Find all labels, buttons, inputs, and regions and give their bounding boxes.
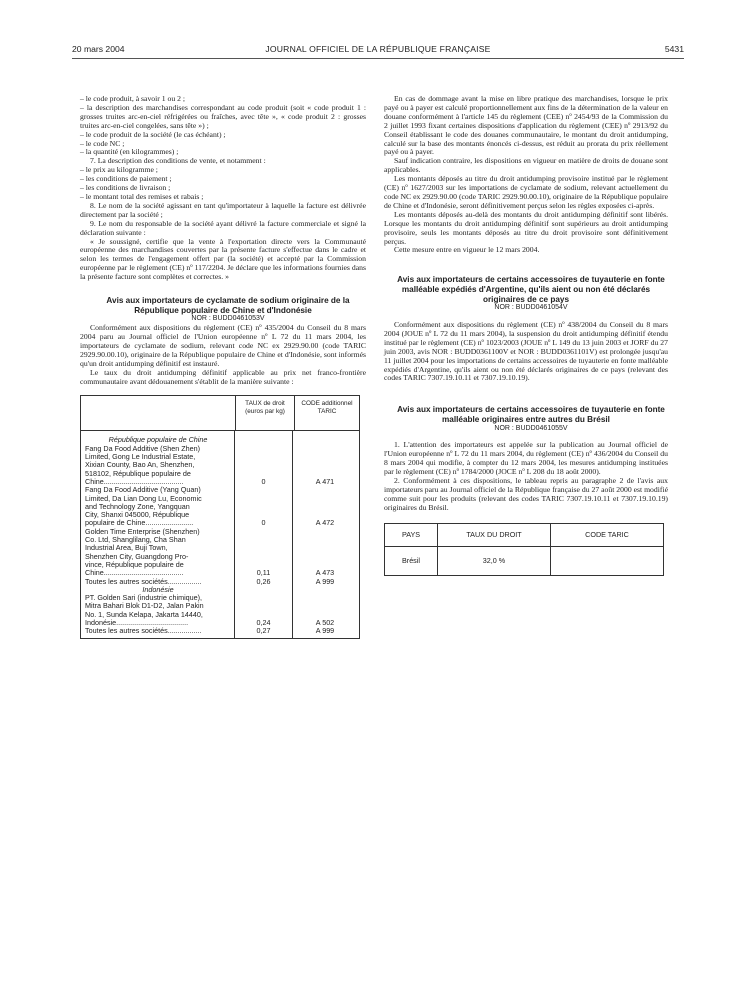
journal-title: JOURNAL OFFICIEL DE LA RÉPUBLIQUE FRANÇAISE [265,44,491,54]
cell-code [551,547,663,575]
spacer [235,553,292,561]
spacer [293,486,357,494]
company-line: Xixian County, Bao An, Shenzhen, [85,460,195,470]
header-date: 20 mars 2004 [72,44,125,54]
cell-taux: 0 [261,518,266,528]
company-line: Toutes les autres sociétés................. [85,576,202,586]
avis2-nor: NOR : BUDD0461054V [494,304,568,312]
avis3-paragraph: 1. L'attention des importateurs est appelée sur la publication au Journal officiel de l'Union européenne nº L 72 du 11 mars 2004, du règlement (CE) nº 436/2004 du Conseil du 8 mars 2004 qui modifie, à compter du 12 mars 2004, les mesures antidumping instituées par le règlement (CE) nº 1784/2000 (JOCE nº L 208 du 18 août 2000). [384,440,668,477]
avis2-title: Avis aux importateurs de certains accessoires de tuyauterie en fonte malléable expédiés d'Argentine, qu'ils aient ou non été déclarés originaires de ce pays [397,275,665,304]
company-line: Industrial Area, Buji Town, [85,543,168,553]
bresil-table [384,523,664,576]
group-label: Indonésie [142,584,174,594]
list-item: 9. Le nom du responsable de la société ayant délivré la facture commerciale et signé la déclaration suivante : [80,218,366,237]
col-code-header: CODE TARIC [585,529,629,539]
list-item: – le code NC ; [80,138,125,148]
duty-table [80,395,360,638]
col-taux-header: TAUX DU DROIT [438,524,551,546]
company-line: and Technology Zone, Yangquan [85,501,190,511]
left-column [80,95,366,639]
spacer [293,461,357,469]
spacer [235,586,292,594]
avis1-paragraph: Le taux du droit antidumping définitif applicable au prix net franco-frontière communautaire avant dédouanement s'établit de la manière suivante : [80,367,366,386]
list-item: – la quantité (en kilogrammes) ; [80,147,179,157]
cell-code: A 471 [315,476,335,486]
page-number: 5431 [664,44,684,54]
spacer [293,544,357,552]
table-header [385,524,663,547]
avis2-paragraph: Conformément aux dispositions du règlement (CE) nº 438/2004 du Conseil du 8 mars 2004 (JOUE nº L 72 du 11 mars 2004), la suspension du droit antidumping définitif étendu institué par le règlement (CE) nº 1023/2003 (JOUE nº L 149 du 13 juin 2003 et JORF du 27 juin 2003, avis NOR : BUDD0361100V et NOR : BUDD0361101V) est prolongée jusqu'au 11 juillet 2004 pour les importations de certains accessoires de tuyauterie en fonte malléable expédiés d'Argentine, qu'ils aient ou non été déclarés originaires de ce pays (relevant des codes TARIC 7307.19.10.11 et 7307.19.10.19). [384,320,668,383]
group-label: République populaire de Chine [108,435,208,445]
table-body [81,431,359,637]
list-item: – la description des marchandises correspondant au code produit (soit « code produit 1 : grosses truites arc-en-ciel réfrigérées ou fraîches, avec tête », « code produit 2 : grosses truites arc-en-ciel congelées, sans tête ») ; [80,102,366,130]
avis3-title: Avis aux importateurs de certains accessoires de tuyauterie en fonte malléable originaires entre autres du Brésil [397,405,665,424]
spacer [235,495,292,503]
company-line: Indonésie.................................... [85,618,189,627]
spacer [235,436,292,444]
company-line: PT. Golden Sari (industrie chimique), [85,593,203,603]
page-header [72,44,684,59]
spacer [293,503,357,511]
avis3-paragraph: 2. Conformément à ces dispositions, le tableau repris au paragraphe 2 de l'avis aux importateurs paru au Journal officiel de la République française du 27 août 2000 est modifié comme suit pour les produits (relevant des codes TARIC 7307.19.10.11 et 7307.19.10.19) originaires du Brésil. [384,476,668,512]
company-line: Limited, Da Lian Dong Lu, Economic [85,493,202,503]
list-item: – les conditions de livraison ; [80,183,171,193]
cell-code: A 472 [315,518,335,528]
cell-taux: 32,0 % [438,547,551,575]
avis3-nor: NOR : BUDD0461055V [494,424,568,432]
spacer [235,594,292,602]
company-line: Golden Time Enterprise (Shenzhen) [85,526,200,536]
cell-code: A 473 [315,568,335,578]
list-item: – le prix au kilogramme ; [80,165,158,175]
paragraph: Cette mesure entre en vigueur le 12 mars 2004. [394,245,540,255]
spacer [293,528,357,536]
spacer [235,453,292,461]
table-row [385,547,663,575]
paragraph: Les montants déposés au titre du droit antidumping provisoire institué par le règlement (CE) nº 1627/2003 sur les importations de cyclamate de sodium, relevant actuellement du code NC ex 2929.90.00 (code TARIC 2929.90.00.10), originaire de la République populaire de Chine et d'Indonésie, seront définitivement perçus selon les règles exposées ci-après. [384,174,668,210]
company-line: populaire de Chine........................ [85,518,194,528]
cell-code: A 999 [315,626,335,636]
declaration-text: « Je soussigné, certifie que la vente à l'exportation directe vers la Communauté européenne des marchandises couvertes par la présente facture s'effectue dans le cadre et selon les termes de l'engagement offert par (la société) et accepté par la Commission européenne par le règlement (CE) nº 117/2204. Je déclare que les informations fournies dans la présente facture sont complètes et correctes. » [80,236,366,282]
spacer [235,445,292,453]
company-line: Fang Da Food Additive (Yang Quan) [85,485,201,495]
company-line: Chine........................................ [85,476,184,486]
company-line: Limited, Gong Le Industrial Estate, [85,452,196,462]
cell-code: A 999 [315,576,335,586]
spacer [293,436,357,444]
cell-taux: 0,24 [256,618,271,627]
company-line: Fang Da Food Additive (Shen Zhen) [85,443,201,453]
company-line: Mitra Bahari Blok D1-D2, Jalan Pakin [85,601,204,611]
avis1-paragraph: Conformément aux dispositions du règlement (CE) nº 435/2004 du Conseil du 8 mars 2004 paru au Journal officiel de l'Union européenne nº L 72 du 11 mars 2004, les importateurs de cyclamate de sodium, relevant code NC ex 2929.90.00 (code TARIC 2929.90.00.10), originaire de la République populaire de Chine et d'Indonésie, sont informés qu'un droit antidumping définitif est instauré. [80,323,366,368]
company-line: No. 1, Sunda Kelapa, Jakarta 14440, [85,609,203,619]
cell-taux: 0,27 [256,626,271,636]
spacer [235,536,292,544]
col-code-header: CODE additionnel TARIC [301,400,353,415]
list-item: – les conditions de paiement ; [80,174,172,184]
spacer [293,495,357,503]
list-item: 8. Le nom de la société agissant en tant qu'importateur à laquelle la facture est délivrée directement par la société ; [80,200,366,219]
col-pays-header: PAYS [385,524,438,546]
company-line: 518102, République populaire de [85,468,191,478]
paragraph: Sauf indication contraire, les dispositions en vigueur en matière de droits de douane sont applicables. [384,156,668,175]
spacer [235,461,292,469]
spacer [293,602,357,610]
cell-code: A 502 [315,618,335,627]
list-item: – le code produit, à savoir 1 ou 2 ; [80,94,186,103]
spacer [293,453,357,461]
paragraph: En cas de dommage avant la mise en libre pratique des marchandises, lorsque le prix payé ou à payer est calculé proportionnellement aux fins de la détermination de la valeur en douane conformément à l'article 145 du règlement (CEE) nº 2454/93 de la Commission du 2 juillet 1993 fixant certaines dispositions d'application du règlement (CEE) nº 2913/92 du Conseil établissant le code des douanes communautaire, le montant du droit antidumping, calculé sur la base des montants énoncés ci-dessus, est réduit au prorata du prix réellement payé ou à payer. [384,94,668,157]
spacer [293,536,357,544]
spacer [235,528,292,536]
cell-taux: 0 [261,476,266,486]
cell-taux: 0,11 [256,568,271,578]
spacer [235,486,292,494]
company-line: Co. Ltd, Shanglilang, Cha Shan [85,535,186,545]
table-header [81,396,359,431]
company-line: vince, République populaire de [85,559,184,569]
spacer [293,553,357,561]
list-item: – le montant total des remises et rabais ; [80,191,204,201]
spacer [235,544,292,552]
paragraph: Les montants déposés au-delà des montants du droit antidumping définitif sont libérés. Lorsque les montants du droit antidumping définitif sont supérieurs au droit antidumping provisoire, seuls les montants déposés au titre du droit provisoire sont définitivement perçus. [384,209,668,246]
company-line: City, Shanxi 045000, République [85,510,190,520]
cell-taux: 0,26 [256,576,271,586]
avis1-title: Avis aux importateurs de cyclamate de sodium originaire de la République populaire de Chine et d'Indonésie [106,296,350,315]
list-item: – le code produit de la société (le cas échéant) ; [80,129,226,139]
list-item: 7. La description des conditions de vente, et notamment : [90,156,266,166]
spacer [293,594,357,602]
spacer [235,503,292,511]
company-line: Shenzhen City, Guangdong Pro- [85,551,189,561]
spacer [293,586,357,594]
spacer [293,445,357,453]
avis1-nor: NOR : BUDD0461053V [191,315,265,323]
company-line: Toutes les autres sociétés................. [85,626,202,636]
spacer [235,602,292,610]
company-line: Chine........................................ [85,568,184,578]
cell-pays: Brésil [385,547,438,575]
col-taux-header: TAUX de droit (euros par kg) [236,396,295,430]
right-column [384,95,668,576]
